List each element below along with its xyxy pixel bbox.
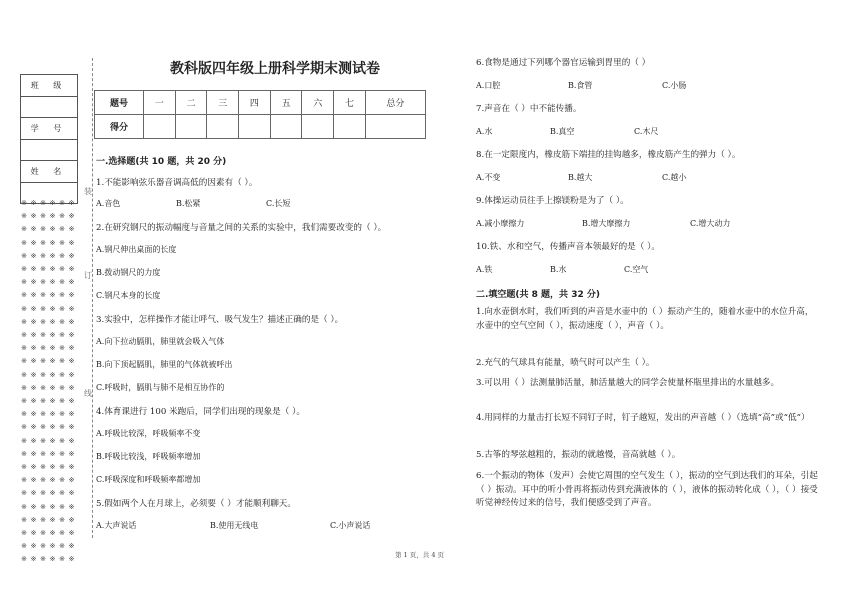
question-1: 1.不能影响弦乐器音调高低的因素有（ ）。 bbox=[96, 178, 258, 188]
fill-question-5: 5.古筝的琴弦越粗的，振动的就越慢，音高就越（ ）。 bbox=[476, 450, 681, 460]
question-3: 3.实验中，怎样操作才能让呼气、吸气发生？描述正确的是（ ）。 bbox=[96, 315, 344, 325]
q9-option-a[interactable]: A.减小摩擦力 bbox=[476, 219, 525, 228]
q2-option-c[interactable]: C.钢尺本身的长度 bbox=[96, 291, 161, 300]
q8-option-a[interactable]: A.不变 bbox=[476, 173, 501, 182]
score-cell[interactable] bbox=[144, 115, 176, 139]
q8-option-b[interactable]: B.越大 bbox=[568, 173, 593, 182]
class-field[interactable] bbox=[21, 97, 77, 118]
q8-option-c[interactable]: C.越小 bbox=[662, 173, 687, 182]
exam-title: 教科版四年级上册科学期末测试卷 bbox=[170, 61, 380, 77]
score-cell[interactable] bbox=[175, 115, 207, 139]
question-7: 7.声音在（ ）中不能传播。 bbox=[476, 104, 582, 114]
q1-option-c[interactable]: C.长短 bbox=[266, 199, 291, 208]
q4-option-b[interactable]: B.呼吸比较浅，呼吸频率增加 bbox=[96, 452, 201, 461]
q7-option-b[interactable]: B.真空 bbox=[550, 127, 575, 136]
q1-option-b[interactable]: B.松紧 bbox=[176, 199, 201, 208]
q10-option-b[interactable]: B.水 bbox=[550, 265, 567, 274]
score-row bbox=[95, 115, 426, 139]
score-cell[interactable] bbox=[365, 115, 425, 139]
q2-option-b[interactable]: B.拨动钢尺的力度 bbox=[96, 268, 161, 277]
q7-option-a[interactable]: A.水 bbox=[476, 127, 493, 136]
score-cell[interactable] bbox=[270, 115, 302, 139]
question-6: 6.食物是通过下列哪个器官运输到胃里的（ ） bbox=[476, 58, 651, 68]
score-cell[interactable] bbox=[302, 115, 334, 139]
header-cell: 四 bbox=[239, 91, 271, 115]
q3-option-a[interactable]: A.向下拉动膈肌，肺里就会吸入气体 bbox=[96, 337, 225, 346]
score-cell[interactable] bbox=[239, 115, 271, 139]
header-cell: 一 bbox=[144, 91, 176, 115]
seal-char-ding: 订 bbox=[84, 271, 92, 280]
q10-option-a[interactable]: A.铁 bbox=[476, 265, 493, 274]
header-cell: 总分 bbox=[365, 91, 425, 115]
student-id-field[interactable] bbox=[21, 140, 77, 161]
q5-option-c[interactable]: C.小声说话 bbox=[330, 521, 371, 530]
fill-question-1: 1.向水壶倒水时，我们听到的声音是水壶中的（ ）振动产生的，随着水壶中的水位升高，水壶中的空气空间（ ），振动速度（ ），声音（ ）。 bbox=[476, 307, 814, 331]
q5-option-a[interactable]: A.大声说话 bbox=[96, 521, 137, 530]
seal-char-xian: 线 bbox=[84, 389, 92, 398]
binding-line bbox=[92, 58, 93, 538]
q6-option-c[interactable]: C.小肠 bbox=[662, 81, 687, 90]
q3-option-c[interactable]: C.呼吸时，膈肌与肺不是相互协作的 bbox=[96, 383, 225, 392]
class-label: 班 级 bbox=[21, 75, 77, 97]
q3-option-b[interactable]: B.向下顶起膈肌，肺里的气体就被呼出 bbox=[96, 360, 233, 369]
header-cell: 题号 bbox=[95, 91, 144, 115]
score-cell[interactable] bbox=[207, 115, 239, 139]
q4-option-c[interactable]: C.呼吸深度和呼吸频率都增加 bbox=[96, 475, 201, 484]
header-cell: 三 bbox=[207, 91, 239, 115]
header-cell: 六 bbox=[302, 91, 334, 115]
page-footer: 第 1 页，共 4 页 bbox=[395, 551, 445, 559]
section-heading-choice: 一.选择题(共 10 题，共 20 分) bbox=[96, 157, 227, 167]
q6-option-b[interactable]: B.食管 bbox=[568, 81, 593, 90]
student-id-label: 学 号 bbox=[21, 118, 77, 140]
score-cell[interactable] bbox=[334, 115, 366, 139]
question-8: 8.在一定限度内，橡皮筋下端挂的挂钩越多，橡皮筋产生的弹力（ ）。 bbox=[476, 150, 741, 160]
header-cell: 五 bbox=[270, 91, 302, 115]
q7-option-c[interactable]: C.木尺 bbox=[634, 127, 659, 136]
header-cell: 二 bbox=[175, 91, 207, 115]
q9-option-b[interactable]: B.增大摩擦力 bbox=[582, 219, 631, 228]
section-heading-fill: 二.填空题(共 8 题，共 32 分) bbox=[476, 290, 600, 300]
score-row-label: 得分 bbox=[95, 115, 144, 139]
seal-char-zhuang: 装 bbox=[84, 187, 92, 196]
fill-question-3: 3.可以用（ ）法测量肺活量，肺活量越大的同学会使量杯瓶里排出的水量越多。 bbox=[476, 378, 780, 388]
q2-option-a[interactable]: A.钢尺伸出桌面的长度 bbox=[96, 245, 177, 254]
fill-question-4: 4.用同样的力量击打长短不同钉子时，钉子越短，发出的声音越（ ）（选填“高”或“低”） bbox=[476, 413, 810, 423]
header-cell: 七 bbox=[334, 91, 366, 115]
question-4: 4.体育课进行 100 米跑后，同学们出现的现象是（ ）。 bbox=[96, 407, 305, 417]
question-5: 5.假如两个人在月球上，必须要（ ）才能顺利聊天。 bbox=[96, 499, 296, 509]
q10-option-c[interactable]: C.空气 bbox=[624, 265, 649, 274]
question-9: 9.体操运动员往手上擦镁粉是为了（ ）。 bbox=[476, 196, 629, 206]
q1-option-a[interactable]: A.音色 bbox=[96, 199, 121, 208]
fill-question-6: 6.一个振动的物体（发声）会使它周围的空气发生（ ），振动的空气到达我们的耳朵，引起（ ）振动。耳中的听小骨再将振动传到充满液体的（ ），液体的振动转化成（ ），（ ）接受听觉神经传过来的信号，我们便感受到了声音。 bbox=[476, 471, 818, 508]
q9-option-c[interactable]: C.增大动力 bbox=[690, 219, 731, 228]
score-table bbox=[94, 90, 426, 139]
student-info-box bbox=[20, 74, 78, 204]
name-label: 姓 名 bbox=[21, 161, 77, 183]
q5-option-b[interactable]: B.使用无线电 bbox=[210, 521, 259, 530]
seal-pattern: ※ ※ ※ ※ ※ ※ ※ ※ ※ ※ ※ ※ ※ ※ ※ ※ ※ ※ ※ ※ ※ ※ ※ ※ ※ ※ ※ ※ ※ ※ ※ ※ ※ ※ ※ ※ ※ ※ ※ ※ ※ ※ ※ ※ ※ ※ ※ ※ ※ ※ ※ ※ ※ ※ ※ ※ ※ ※ ※ ※ ※ ※ ※ ※ ※ ※ ※ ※ ※ ※ ※ ※ ※ ※ ※ ※ ※ ※ ※ ※ ※ ※ ※ ※ ※ ※ ※ ※ ※ ※ ※ ※ ※ ※ ※ ※ ※ ※ ※ ※ ※ ※ ※ ※ ※ ※ ※ ※ ※ ※ ※ ※ ※ ※ ※ ※ ※ ※ ※ ※ ※ ※ ※ ※ ※ ※ ※ ※ ※ ※ ※ ※ ※ ※ ※ ※ ※ ※ ※ ※ ※ ※ ※ ※ ※ ※ ※ ※ ※ ※ ※ ※ ※ ※ ※ ※ ※ ※ ※ ※ ※ ※ ※ ※ ※ ※ ※ ※ bbox=[21, 198, 76, 564]
score-header-row bbox=[95, 91, 426, 115]
question-2: 2.在研究钢尺的振动幅度与音量之间的关系的实验中，我们需要改变的（ ）。 bbox=[96, 223, 387, 233]
fill-question-2: 2.充气的气球具有能量，喷气时可以产生（ ）。 bbox=[476, 358, 655, 368]
question-10: 10.铁、水和空气，传播声音本领最好的是（ ）。 bbox=[476, 242, 660, 252]
q4-option-a[interactable]: A.呼吸比较深，呼吸频率不变 bbox=[96, 429, 201, 438]
q6-option-a[interactable]: A.口腔 bbox=[476, 81, 501, 90]
